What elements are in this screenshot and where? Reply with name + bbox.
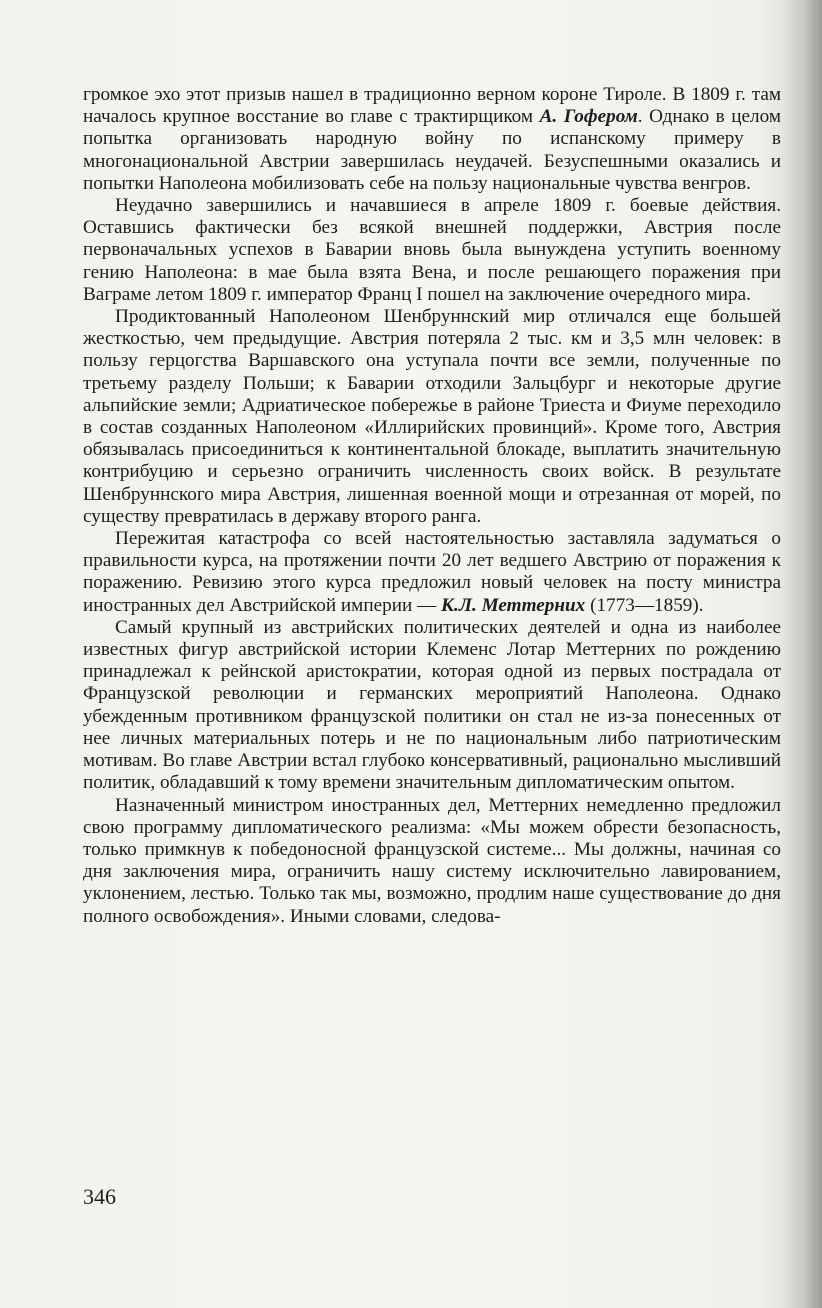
paragraph-3 (83, 306, 781, 528)
page-number: 346 (83, 1184, 116, 1209)
paragraph-4 (83, 528, 781, 617)
book-spine-shadow (782, 0, 822, 1308)
text-run: Неудачно завершились и начавшиеся в апреле 1809 г. боевые действия. Оставшись фактически без всякой внешней поддержки, Австрия после первоначальных успехов в Баварии вновь была вынуждена уступить военному гению Наполеона: в мае была взята Вена, и после решающего поражения при Ваграме летом 1809 г. император Франц I пошел на заключение очередного мира. (83, 195, 781, 305)
body-text (83, 84, 781, 928)
text-run: Самый крупный из австрийских политических деятелей и одна из наиболее известных фигур австрийской истории Клеменс Лотар Меттерних по рождению принадлежал к рейнской аристократии, которая одной из первых пострадала от Французской революции и германских мероприятий Наполеона. Однако убежденным противником французской политики он стал не из-за понесенных от нее личных материальных потерь и не по национальным либо патриотическим мотивам. Во главе Австрии встал глубоко консервативный, рационально мысливший политик, обладавший к тому времени значительным дипломатическим опытом. (83, 616, 781, 794)
text-run: Назначенный министром иностранных дел, Меттерних немедленно предложил свою программу дипломатического реализма: «Мы можем обрести безопасность, только примкнув к победоносной французской системе... Мы должны, начиная со дня заключения мира, ограничить нашу систему исключительно лавированием, уклонением, лестью. Только так мы, возможно, продлим наше существование до дня полного освобождения». Иными словами, следова- (83, 794, 781, 927)
paragraph-5 (83, 617, 781, 795)
text-run: громкое эхо этот призыв нашел в традиционно верном короне Тироле. В 1809 г. там началось крупное восстание во главе с трактирщиком (83, 84, 781, 128)
text-run: . Однако в целом попытка организовать народную войну по испанскому примеру в многонациональной Австрии завершилась неудачей. Безуспешными оказались и попытки Наполеона мобилизовать себе на пользу национальные чувства венгров. (83, 106, 781, 194)
paragraph-6 (83, 795, 781, 928)
text-run: Продиктованный Наполеоном Шенбруннский мир отличался еще большей жесткостью, чем предыдущие. Австрия потеряла 2 тыс. км и 3,5 млн человек: в пользу герцогства Варшавского она уступала почти все земли, полученные по третьему разделу Польши; к Баварии отходили Зальцбург и некоторые другие альпийские земли; Адриатическое побережье в районе Триеста и Фиуме переходило в состав созданных Наполеоном «Иллирийских провинций». Кроме того, Австрия обязывалась присоединиться к континентальной блокаде, выплатить значительную контрибуцию и серьезно ограничить численность своих войск. В результате Шенбруннского мира Австрия, лишенная военной мощи и отрезанная от морей, по существу превратилась в державу второго ранга. (83, 306, 781, 527)
person-name-gofer: А. Гофером (539, 106, 638, 128)
paragraph-2 (83, 195, 781, 306)
paragraph-1 (83, 84, 781, 195)
text-run: (1773—1859). (585, 594, 704, 616)
person-name-metternich: К.Л. Меттерних (441, 594, 586, 616)
text-run: Пережитая катастрофа со всей настоятельностью заставляла задуматься о правильности курса, на протяжении почти 20 лет ведшего Австрию от поражения к поражению. Ревизию этого курса предложил новый человек на посту министра иностранных дел Австрийской империи — (83, 528, 781, 616)
